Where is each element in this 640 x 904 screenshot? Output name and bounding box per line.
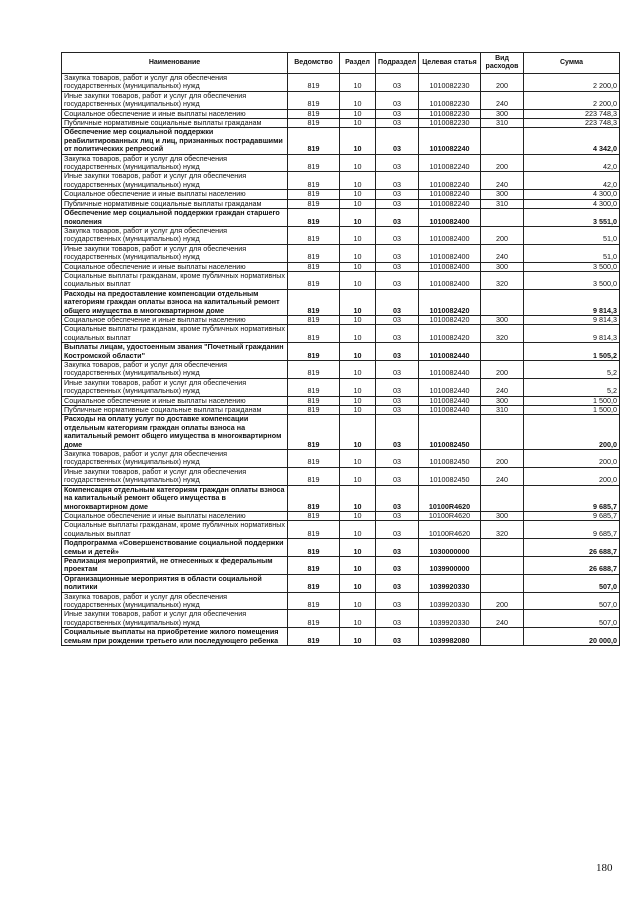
cell-podrazdel: 03 <box>376 450 419 468</box>
table-row <box>62 511 620 520</box>
cell-vid-raskhodov <box>481 485 524 511</box>
cell-podrazdel: 03 <box>376 415 419 450</box>
cell-celevaya-statya: 1010082230 <box>419 119 481 128</box>
cell-podrazdel: 03 <box>376 190 419 199</box>
cell-name: Закупка товаров, работ и услуг для обеспечения государственных (муниципальных) нужд <box>62 592 288 610</box>
cell-vid-raskhodov: 200 <box>481 154 524 172</box>
table-row <box>62 128 620 154</box>
cell-name: Подпрограмма «Совершенствование социальной поддержки семьи и детей» <box>62 539 288 557</box>
cell-vedomstvo: 819 <box>288 262 340 271</box>
cell-vedomstvo: 819 <box>288 172 340 190</box>
cell-summa: 223 748,3 <box>524 119 620 128</box>
cell-vedomstvo: 819 <box>288 628 340 646</box>
cell-celevaya-statya: 10100R4620 <box>419 485 481 511</box>
cell-razdel: 10 <box>340 415 376 450</box>
cell-razdel: 10 <box>340 378 376 396</box>
cell-razdel: 10 <box>340 190 376 199</box>
cell-vid-raskhodov <box>481 539 524 557</box>
cell-celevaya-statya: 1010082400 <box>419 226 481 244</box>
cell-vid-raskhodov: 300 <box>481 396 524 405</box>
cell-celevaya-statya: 1010082400 <box>419 244 481 262</box>
cell-razdel: 10 <box>340 592 376 610</box>
table-row <box>62 521 620 539</box>
budget-table-container <box>61 52 619 646</box>
cell-vedomstvo: 819 <box>288 271 340 289</box>
cell-celevaya-statya: 1010082230 <box>419 109 481 118</box>
cell-podrazdel: 03 <box>376 574 419 592</box>
header-vedomstvo: Ведомство <box>288 53 340 74</box>
table-row <box>62 262 620 271</box>
cell-summa: 4 300,0 <box>524 190 620 199</box>
cell-name: Расходы на оплату услуг по доставке компенсации отдельным категориям граждан оплаты взноса на капитальный ремонт общего имущества в многоквартирном доме <box>62 415 288 450</box>
table-row <box>62 109 620 118</box>
table-row <box>62 289 620 315</box>
cell-summa: 507,0 <box>524 592 620 610</box>
cell-vid-raskhodov: 310 <box>481 119 524 128</box>
cell-podrazdel: 03 <box>376 91 419 109</box>
cell-name: Обеспечение мер социальной поддержки реабилитированных лиц и лиц, признанных пострадавшими от политических репрессий <box>62 128 288 154</box>
cell-vid-raskhodov: 200 <box>481 450 524 468</box>
cell-vedomstvo: 819 <box>288 406 340 415</box>
cell-summa: 9 814,3 <box>524 325 620 343</box>
cell-vedomstvo: 819 <box>288 378 340 396</box>
cell-summa: 223 748,3 <box>524 109 620 118</box>
cell-name: Социальные выплаты гражданам, кроме публичных нормативных социальных выплат <box>62 325 288 343</box>
cell-summa: 5,2 <box>524 361 620 379</box>
cell-razdel: 10 <box>340 467 376 485</box>
cell-summa: 9 814,3 <box>524 289 620 315</box>
cell-vedomstvo: 819 <box>288 450 340 468</box>
cell-celevaya-statya: 1010082420 <box>419 289 481 315</box>
cell-razdel: 10 <box>340 450 376 468</box>
cell-vid-raskhodov: 300 <box>481 511 524 520</box>
cell-podrazdel: 03 <box>376 521 419 539</box>
cell-razdel: 10 <box>340 109 376 118</box>
cell-vedomstvo: 819 <box>288 592 340 610</box>
table-row <box>62 172 620 190</box>
cell-celevaya-statya: 10100R4620 <box>419 521 481 539</box>
cell-summa: 507,0 <box>524 610 620 628</box>
cell-celevaya-statya: 1030000000 <box>419 539 481 557</box>
table-row <box>62 209 620 227</box>
header-vid-raskhodov: Вид расходов <box>481 53 524 74</box>
table-row <box>62 556 620 574</box>
cell-name: Расходы на предоставление компенсации отдельным категориям граждан оплаты взноса на капитальный ремонт общего имущества в многоквартирном доме <box>62 289 288 315</box>
cell-vedomstvo: 819 <box>288 511 340 520</box>
cell-name: Социальное обеспечение и иные выплаты населению <box>62 315 288 324</box>
cell-celevaya-statya: 1010082240 <box>419 190 481 199</box>
cell-vedomstvo: 819 <box>288 521 340 539</box>
cell-podrazdel: 03 <box>376 119 419 128</box>
cell-razdel: 10 <box>340 262 376 271</box>
cell-podrazdel: 03 <box>376 485 419 511</box>
cell-vid-raskhodov: 300 <box>481 262 524 271</box>
cell-vid-raskhodov: 240 <box>481 610 524 628</box>
cell-podrazdel: 03 <box>376 74 419 92</box>
cell-podrazdel: 03 <box>376 610 419 628</box>
header-podrazdel: Подраздел <box>376 53 419 74</box>
cell-vedomstvo: 819 <box>288 574 340 592</box>
cell-celevaya-statya: 1010082230 <box>419 74 481 92</box>
cell-vid-raskhodov <box>481 556 524 574</box>
cell-razdel: 10 <box>340 172 376 190</box>
cell-celevaya-statya: 1039900000 <box>419 556 481 574</box>
cell-vedomstvo: 819 <box>288 209 340 227</box>
cell-summa: 9 685,7 <box>524 511 620 520</box>
cell-celevaya-statya: 1010082440 <box>419 361 481 379</box>
cell-podrazdel: 03 <box>376 226 419 244</box>
cell-name: Обеспечение мер социальной поддержки граждан старшего поколения <box>62 209 288 227</box>
cell-celevaya-statya: 1010082240 <box>419 199 481 208</box>
cell-vedomstvo: 819 <box>288 244 340 262</box>
cell-summa: 3 500,0 <box>524 271 620 289</box>
cell-razdel: 10 <box>340 119 376 128</box>
cell-podrazdel: 03 <box>376 361 419 379</box>
header-razdel: Раздел <box>340 53 376 74</box>
cell-vedomstvo: 819 <box>288 119 340 128</box>
cell-name: Иные закупки товаров, работ и услуг для обеспечения государственных (муниципальных) нужд <box>62 244 288 262</box>
cell-celevaya-statya: 1010082240 <box>419 154 481 172</box>
cell-podrazdel: 03 <box>376 109 419 118</box>
cell-celevaya-statya: 1010082450 <box>419 467 481 485</box>
table-row <box>62 415 620 450</box>
cell-celevaya-statya: 1010082400 <box>419 262 481 271</box>
cell-podrazdel: 03 <box>376 628 419 646</box>
cell-summa: 51,0 <box>524 226 620 244</box>
cell-celevaya-statya: 1010082400 <box>419 209 481 227</box>
cell-vedomstvo: 819 <box>288 109 340 118</box>
cell-celevaya-statya: 1039920330 <box>419 592 481 610</box>
table-header-row <box>62 53 620 74</box>
cell-vid-raskhodov: 320 <box>481 271 524 289</box>
cell-summa: 200,0 <box>524 467 620 485</box>
cell-summa: 26 688,7 <box>524 539 620 557</box>
cell-vid-raskhodov: 300 <box>481 109 524 118</box>
cell-podrazdel: 03 <box>376 199 419 208</box>
cell-podrazdel: 03 <box>376 271 419 289</box>
cell-name: Иные закупки товаров, работ и услуг для обеспечения государственных (муниципальных) нужд <box>62 378 288 396</box>
cell-podrazdel: 03 <box>376 396 419 405</box>
cell-razdel: 10 <box>340 574 376 592</box>
cell-vid-raskhodov: 240 <box>481 378 524 396</box>
cell-summa: 2 200,0 <box>524 91 620 109</box>
cell-podrazdel: 03 <box>376 406 419 415</box>
cell-vid-raskhodov: 240 <box>481 91 524 109</box>
cell-vid-raskhodov: 310 <box>481 406 524 415</box>
table-row <box>62 378 620 396</box>
cell-vid-raskhodov: 300 <box>481 315 524 324</box>
cell-vedomstvo: 819 <box>288 226 340 244</box>
cell-summa: 2 200,0 <box>524 74 620 92</box>
cell-vedomstvo: 819 <box>288 539 340 557</box>
header-name: Наименование <box>62 53 288 74</box>
cell-name: Публичные нормативные социальные выплаты гражданам <box>62 119 288 128</box>
cell-celevaya-statya: 1010082240 <box>419 128 481 154</box>
cell-vid-raskhodov <box>481 574 524 592</box>
cell-name: Иные закупки товаров, работ и услуг для обеспечения государственных (муниципальных) нужд <box>62 610 288 628</box>
table-row <box>62 226 620 244</box>
cell-razdel: 10 <box>340 539 376 557</box>
cell-name: Публичные нормативные социальные выплаты гражданам <box>62 199 288 208</box>
cell-vid-raskhodov <box>481 209 524 227</box>
table-row <box>62 74 620 92</box>
cell-podrazdel: 03 <box>376 343 419 361</box>
table-row <box>62 539 620 557</box>
cell-summa: 507,0 <box>524 574 620 592</box>
cell-razdel: 10 <box>340 343 376 361</box>
cell-razdel: 10 <box>340 396 376 405</box>
cell-razdel: 10 <box>340 556 376 574</box>
cell-summa: 200,0 <box>524 450 620 468</box>
table-row <box>62 406 620 415</box>
cell-vid-raskhodov: 320 <box>481 325 524 343</box>
cell-celevaya-statya: 1010082440 <box>419 396 481 405</box>
cell-name: Социальное обеспечение и иные выплаты населению <box>62 190 288 199</box>
cell-name: Реализация мероприятий, не отнесенных к федеральным проектам <box>62 556 288 574</box>
cell-razdel: 10 <box>340 91 376 109</box>
cell-vid-raskhodov: 200 <box>481 74 524 92</box>
cell-podrazdel: 03 <box>376 128 419 154</box>
cell-podrazdel: 03 <box>376 209 419 227</box>
table-row <box>62 485 620 511</box>
cell-name: Компенсация отдельным категориям граждан оплаты взноса на капитальный ремонт общего имущества в многоквартирном доме <box>62 485 288 511</box>
table-row <box>62 244 620 262</box>
cell-razdel: 10 <box>340 610 376 628</box>
cell-celevaya-statya: 1039982080 <box>419 628 481 646</box>
table-row <box>62 467 620 485</box>
cell-podrazdel: 03 <box>376 262 419 271</box>
cell-vedomstvo: 819 <box>288 556 340 574</box>
table-row <box>62 199 620 208</box>
cell-name: Социальное обеспечение и иные выплаты населению <box>62 511 288 520</box>
cell-celevaya-statya: 1010082230 <box>419 91 481 109</box>
table-row <box>62 325 620 343</box>
cell-summa: 42,0 <box>524 154 620 172</box>
cell-vid-raskhodov <box>481 415 524 450</box>
table-row <box>62 450 620 468</box>
cell-podrazdel: 03 <box>376 325 419 343</box>
cell-vid-raskhodov <box>481 343 524 361</box>
cell-podrazdel: 03 <box>376 244 419 262</box>
cell-vedomstvo: 819 <box>288 415 340 450</box>
cell-vid-raskhodov <box>481 628 524 646</box>
cell-razdel: 10 <box>340 244 376 262</box>
cell-razdel: 10 <box>340 74 376 92</box>
cell-celevaya-statya: 1010082450 <box>419 415 481 450</box>
cell-vid-raskhodov: 320 <box>481 521 524 539</box>
cell-vid-raskhodov: 310 <box>481 199 524 208</box>
cell-podrazdel: 03 <box>376 315 419 324</box>
table-row <box>62 91 620 109</box>
cell-podrazdel: 03 <box>376 154 419 172</box>
cell-vedomstvo: 819 <box>288 74 340 92</box>
cell-summa: 42,0 <box>524 172 620 190</box>
cell-summa: 4 300,0 <box>524 199 620 208</box>
cell-podrazdel: 03 <box>376 467 419 485</box>
cell-razdel: 10 <box>340 209 376 227</box>
cell-summa: 5,2 <box>524 378 620 396</box>
cell-vid-raskhodov: 300 <box>481 190 524 199</box>
table-row <box>62 154 620 172</box>
page-number: 180 <box>596 862 613 874</box>
cell-razdel: 10 <box>340 406 376 415</box>
cell-vid-raskhodov: 240 <box>481 172 524 190</box>
cell-name: Закупка товаров, работ и услуг для обеспечения государственных (муниципальных) нужд <box>62 154 288 172</box>
cell-summa: 1 500,0 <box>524 396 620 405</box>
cell-vid-raskhodov: 200 <box>481 361 524 379</box>
table-row <box>62 361 620 379</box>
cell-name: Социальное обеспечение и иные выплаты населению <box>62 396 288 405</box>
cell-vedomstvo: 819 <box>288 325 340 343</box>
cell-name: Социальные выплаты гражданам, кроме публичных нормативных социальных выплат <box>62 521 288 539</box>
cell-summa: 3 500,0 <box>524 262 620 271</box>
cell-razdel: 10 <box>340 511 376 520</box>
table-row <box>62 190 620 199</box>
cell-celevaya-statya: 1039920330 <box>419 574 481 592</box>
cell-summa: 9 685,7 <box>524 485 620 511</box>
cell-podrazdel: 03 <box>376 592 419 610</box>
table-row <box>62 119 620 128</box>
cell-vedomstvo: 819 <box>288 199 340 208</box>
cell-vid-raskhodov <box>481 128 524 154</box>
cell-vedomstvo: 819 <box>288 91 340 109</box>
cell-summa: 1 500,0 <box>524 406 620 415</box>
table-row <box>62 610 620 628</box>
cell-razdel: 10 <box>340 226 376 244</box>
cell-summa: 51,0 <box>524 244 620 262</box>
table-row <box>62 396 620 405</box>
cell-vid-raskhodov <box>481 289 524 315</box>
cell-razdel: 10 <box>340 361 376 379</box>
cell-summa: 1 505,2 <box>524 343 620 361</box>
cell-name: Публичные нормативные социальные выплаты гражданам <box>62 406 288 415</box>
cell-name: Закупка товаров, работ и услуг для обеспечения государственных (муниципальных) нужд <box>62 74 288 92</box>
table-row <box>62 343 620 361</box>
cell-name: Закупка товаров, работ и услуг для обеспечения государственных (муниципальных) нужд <box>62 450 288 468</box>
cell-vid-raskhodov: 240 <box>481 244 524 262</box>
cell-razdel: 10 <box>340 628 376 646</box>
cell-name: Социальное обеспечение и иные выплаты населению <box>62 109 288 118</box>
cell-name: Социальные выплаты гражданам, кроме публичных нормативных социальных выплат <box>62 271 288 289</box>
cell-razdel: 10 <box>340 271 376 289</box>
cell-razdel: 10 <box>340 199 376 208</box>
table-row <box>62 628 620 646</box>
cell-vedomstvo: 819 <box>288 467 340 485</box>
cell-name: Выплаты лицам, удостоенным звания "Почетный гражданин Костромской области" <box>62 343 288 361</box>
cell-name: Организационные мероприятия в области социальной политики <box>62 574 288 592</box>
cell-vedomstvo: 819 <box>288 128 340 154</box>
header-celevaya-statya: Целевая статья <box>419 53 481 74</box>
cell-vid-raskhodov: 240 <box>481 467 524 485</box>
cell-name: Иные закупки товаров, работ и услуг для обеспечения государственных (муниципальных) нужд <box>62 91 288 109</box>
cell-name: Иные закупки товаров, работ и услуг для обеспечения государственных (муниципальных) нужд <box>62 467 288 485</box>
cell-razdel: 10 <box>340 521 376 539</box>
cell-razdel: 10 <box>340 485 376 511</box>
budget-table <box>61 52 620 646</box>
cell-vid-raskhodov: 200 <box>481 592 524 610</box>
cell-vedomstvo: 819 <box>288 190 340 199</box>
cell-celevaya-statya: 1010082440 <box>419 378 481 396</box>
cell-razdel: 10 <box>340 154 376 172</box>
table-row <box>62 315 620 324</box>
cell-podrazdel: 03 <box>376 539 419 557</box>
cell-summa: 200,0 <box>524 415 620 450</box>
cell-vedomstvo: 819 <box>288 396 340 405</box>
cell-razdel: 10 <box>340 315 376 324</box>
cell-name: Социальные выплаты на приобретение жилого помещения семьям при рождении третьего или последующего ребенка <box>62 628 288 646</box>
cell-summa: 9 685,7 <box>524 521 620 539</box>
cell-vid-raskhodov: 200 <box>481 226 524 244</box>
table-row <box>62 592 620 610</box>
cell-celevaya-statya: 1010082440 <box>419 343 481 361</box>
cell-celevaya-statya: 1039920330 <box>419 610 481 628</box>
header-summa: Сумма <box>524 53 620 74</box>
cell-name: Закупка товаров, работ и услуг для обеспечения государственных (муниципальных) нужд <box>62 226 288 244</box>
cell-summa: 20 000,0 <box>524 628 620 646</box>
cell-celevaya-statya: 1010082420 <box>419 325 481 343</box>
cell-summa: 26 688,7 <box>524 556 620 574</box>
cell-vedomstvo: 819 <box>288 361 340 379</box>
cell-name: Социальное обеспечение и иные выплаты населению <box>62 262 288 271</box>
cell-vedomstvo: 819 <box>288 315 340 324</box>
cell-summa: 4 342,0 <box>524 128 620 154</box>
cell-celevaya-statya: 1010082240 <box>419 172 481 190</box>
cell-razdel: 10 <box>340 289 376 315</box>
table-row <box>62 271 620 289</box>
cell-summa: 3 551,0 <box>524 209 620 227</box>
cell-celevaya-statya: 1010082400 <box>419 271 481 289</box>
cell-vedomstvo: 819 <box>288 154 340 172</box>
cell-razdel: 10 <box>340 325 376 343</box>
cell-podrazdel: 03 <box>376 556 419 574</box>
cell-name: Закупка товаров, работ и услуг для обеспечения государственных (муниципальных) нужд <box>62 361 288 379</box>
cell-vedomstvo: 819 <box>288 289 340 315</box>
cell-vedomstvo: 819 <box>288 610 340 628</box>
cell-celevaya-statya: 1010082420 <box>419 315 481 324</box>
cell-summa: 9 814,3 <box>524 315 620 324</box>
cell-podrazdel: 03 <box>376 511 419 520</box>
cell-vedomstvo: 819 <box>288 343 340 361</box>
cell-razdel: 10 <box>340 128 376 154</box>
table-row <box>62 574 620 592</box>
cell-vedomstvo: 819 <box>288 485 340 511</box>
cell-celevaya-statya: 10100R4620 <box>419 511 481 520</box>
cell-podrazdel: 03 <box>376 378 419 396</box>
cell-podrazdel: 03 <box>376 289 419 315</box>
cell-name: Иные закупки товаров, работ и услуг для обеспечения государственных (муниципальных) нужд <box>62 172 288 190</box>
cell-celevaya-statya: 1010082440 <box>419 406 481 415</box>
cell-celevaya-statya: 1010082450 <box>419 450 481 468</box>
cell-podrazdel: 03 <box>376 172 419 190</box>
